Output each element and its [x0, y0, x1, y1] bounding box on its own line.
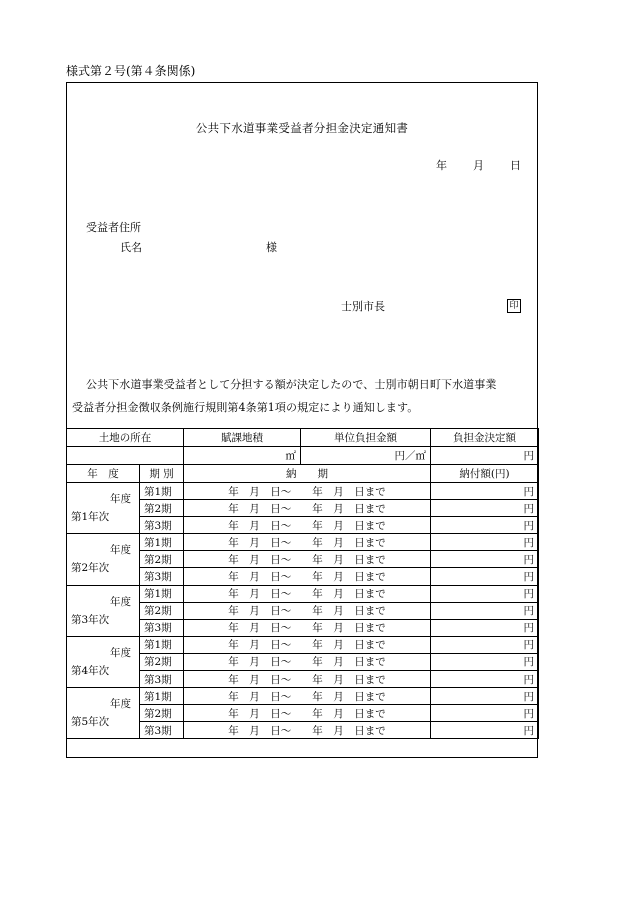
document-title: 公共下水道事業受益者分担金決定通知書	[195, 121, 409, 135]
due-date-range[interactable]: 年 月 日～ 年 月 日まで	[184, 671, 431, 688]
period-label: 第2期	[140, 551, 184, 568]
payment-amount[interactable]: 円	[431, 585, 539, 602]
subheader-period: 期 別	[140, 465, 184, 483]
table-subheader-row	[67, 465, 539, 483]
due-date-range[interactable]: 年 月 日～ 年 月 日まで	[184, 705, 431, 722]
header-area: 賦課地積	[184, 429, 301, 447]
due-date-range[interactable]: 年 月 日～ 年 月 日まで	[184, 585, 431, 602]
fiscal-year-label: 年度	[110, 646, 131, 659]
date-day: 日	[510, 159, 521, 172]
date-year: 年	[436, 159, 447, 172]
payment-amount[interactable]: 円	[431, 483, 539, 500]
body-text-line-1: 公共下水道事業受益者として分担する額が決定したので、士別市朝日町下水道事業	[86, 378, 497, 391]
due-date-range[interactable]: 年 月 日～ 年 月 日まで	[184, 517, 431, 534]
year-ordinal-label: 第5年次	[71, 716, 110, 729]
payment-amount[interactable]: 円	[431, 705, 539, 722]
period-label: 第3期	[140, 671, 184, 688]
form-number-label: 様式第２号(第４条関係)	[66, 64, 196, 78]
payment-amount[interactable]: 円	[431, 688, 539, 705]
recipient-address-label: 受益者住所	[86, 221, 141, 234]
year-ordinal-label: 第3年次	[71, 613, 110, 626]
location-value[interactable]	[67, 447, 184, 465]
due-date-range[interactable]: 年 月 日～ 年 月 日まで	[184, 722, 431, 739]
payment-amount[interactable]: 円	[431, 653, 539, 670]
table-header-row	[67, 429, 539, 447]
fiscal-year-label: 年度	[110, 544, 131, 557]
payment-amount[interactable]: 円	[431, 500, 539, 517]
due-date-range[interactable]: 年 月 日～ 年 月 日まで	[184, 568, 431, 585]
fiscal-year-cell[interactable]	[67, 636, 140, 687]
period-label: 第1期	[140, 483, 184, 500]
period-label: 第3期	[140, 722, 184, 739]
table-row	[67, 534, 539, 551]
date-month: 月	[473, 159, 484, 172]
installment-rows	[67, 483, 539, 739]
payment-amount[interactable]: 円	[431, 619, 539, 636]
payment-amount[interactable]: 円	[431, 636, 539, 653]
period-label: 第3期	[140, 568, 184, 585]
year-ordinal-label: 第1年次	[71, 511, 110, 524]
subheader-payment-amount: 納付額(円)	[431, 465, 539, 483]
assessment-table	[66, 428, 539, 739]
due-date-range[interactable]: 年 月 日～ 年 月 日まで	[184, 636, 431, 653]
period-label: 第1期	[140, 585, 184, 602]
period-label: 第2期	[140, 705, 184, 722]
issue-date	[436, 159, 521, 173]
period-label: 第2期	[140, 500, 184, 517]
due-date-range[interactable]: 年 月 日～ 年 月 日まで	[184, 483, 431, 500]
table-row	[67, 636, 539, 653]
decided-amount-unit[interactable]: 円	[431, 447, 539, 465]
body-text-line-2: 受益者分担金徴収条例施行規則第4条第1項の規定により通知します。	[72, 401, 419, 414]
recipient-name-label: 氏名	[120, 241, 142, 254]
period-label: 第2期	[140, 602, 184, 619]
issuer-title: 士別市長	[341, 300, 385, 313]
fiscal-year-label: 年度	[110, 493, 131, 506]
due-date-range[interactable]: 年 月 日～ 年 月 日まで	[184, 551, 431, 568]
period-label: 第1期	[140, 636, 184, 653]
due-date-range[interactable]: 年 月 日～ 年 月 日まで	[184, 602, 431, 619]
table-row	[67, 585, 539, 602]
seal-mark: 印	[507, 299, 521, 313]
payment-amount[interactable]: 円	[431, 722, 539, 739]
year-ordinal-label: 第2年次	[71, 562, 110, 575]
payment-amount[interactable]: 円	[431, 671, 539, 688]
due-date-range[interactable]: 年 月 日～ 年 月 日まで	[184, 688, 431, 705]
table-row	[67, 688, 539, 705]
subheader-due-date: 納 期	[184, 465, 431, 483]
payment-amount[interactable]: 円	[431, 517, 539, 534]
table-input-row	[67, 447, 539, 465]
header-unit-charge: 単位負担金額	[301, 429, 431, 447]
due-date-range[interactable]: 年 月 日～ 年 月 日まで	[184, 619, 431, 636]
period-label: 第3期	[140, 619, 184, 636]
fiscal-year-cell[interactable]	[67, 688, 140, 739]
fiscal-year-cell[interactable]	[67, 534, 140, 585]
period-label: 第3期	[140, 517, 184, 534]
fiscal-year-cell[interactable]	[67, 483, 140, 534]
table-row	[67, 483, 539, 500]
due-date-range[interactable]: 年 月 日～ 年 月 日まで	[184, 534, 431, 551]
recipient-honorific: 様	[266, 241, 277, 254]
unit-charge-unit[interactable]: 円／㎡	[301, 447, 431, 465]
header-decided-amount: 負担金決定額	[431, 429, 539, 447]
area-unit[interactable]: ㎡	[184, 447, 301, 465]
subheader-fiscal-year: 年 度	[67, 465, 140, 483]
fiscal-year-label: 年度	[110, 698, 131, 711]
period-label: 第1期	[140, 688, 184, 705]
period-label: 第1期	[140, 534, 184, 551]
payment-amount[interactable]: 円	[431, 551, 539, 568]
payment-amount[interactable]: 円	[431, 568, 539, 585]
due-date-range[interactable]: 年 月 日～ 年 月 日まで	[184, 653, 431, 670]
payment-amount[interactable]: 円	[431, 534, 539, 551]
fiscal-year-cell[interactable]	[67, 585, 140, 636]
due-date-range[interactable]: 年 月 日～ 年 月 日まで	[184, 500, 431, 517]
period-label: 第2期	[140, 653, 184, 670]
fiscal-year-label: 年度	[110, 595, 131, 608]
year-ordinal-label: 第4年次	[71, 664, 110, 677]
header-location: 土地の所在	[67, 429, 184, 447]
payment-amount[interactable]: 円	[431, 602, 539, 619]
